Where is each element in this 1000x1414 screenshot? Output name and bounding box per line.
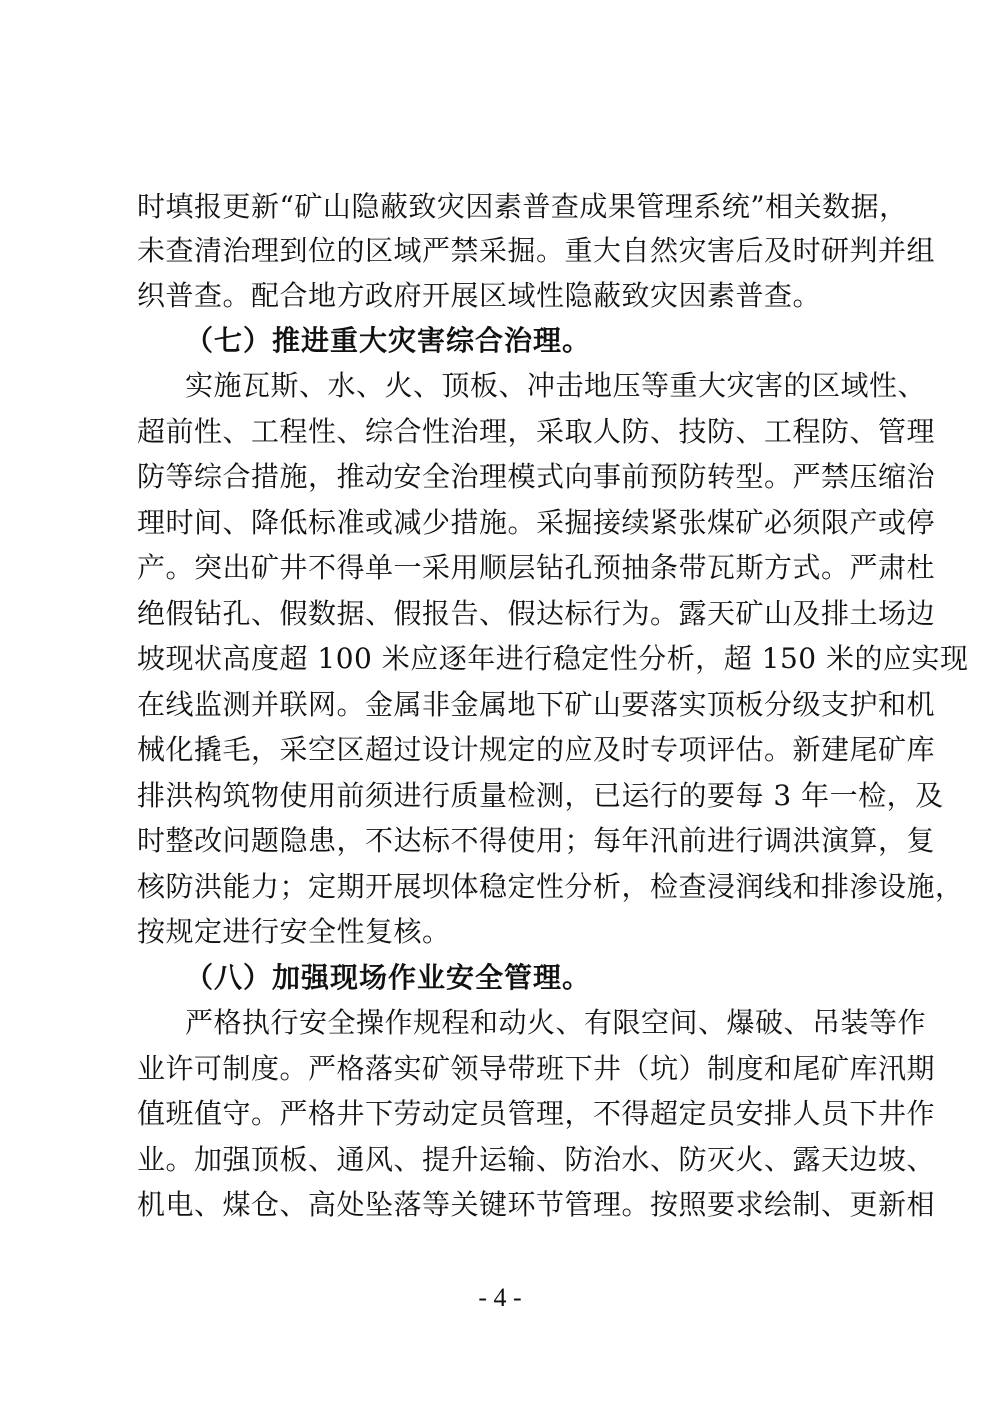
paragraph-2-line-9: 械化撬毛，采空区超过设计规定的应及时专项评估。新建尾矿库 [137,733,936,766]
paragraph-1-line-2: 未查清治理到位的区域严禁采掘。重大自然灾害后及时研判并组 [137,234,936,267]
paragraph-2-line-3: 防等综合措施，推动安全治理模式向事前预防转型。严禁压缩治 [137,460,936,493]
paragraph-2-line-2: 超前性、工程性、综合性治理，采取人防、技防、工程防、管理 [137,415,936,448]
paragraph-2-line-7: 坡现状高度超 100 米应逐年进行稳定性分析，超 150 米的应实现 [137,642,969,675]
paragraph-2-line-11: 时整改问题隐患，不达标不得使用；每年汛前进行调洪演算，复 [137,824,936,857]
paragraph-3-line-4: 业。加强顶板、通风、提升运输、防治水、防灭火、露天边坡、 [137,1143,936,1176]
paragraph-2-line-6: 绝假钻孔、假数据、假报告、假达标行为。露天矿山及排土场边 [137,597,936,630]
paragraph-2-line-13: 按规定进行安全性复核。 [137,915,451,948]
paragraph-3-line-2: 业许可制度。严格落实矿领导带班下井（坑）制度和尾矿库汛期 [137,1052,936,1085]
paragraph-3-line-5: 机电、煤仓、高处坠落等关键环节管理。按照要求绘制、更新相 [137,1188,936,1221]
section-heading-7: （七）推进重大灾害综合治理。 [185,324,592,357]
paragraph-2-line-12: 核防洪能力；定期开展坝体稳定性分析，检查浸润线和排渗设施， [137,870,964,903]
paragraph-2-line-8: 在线监测并联网。金属非金属地下矿山要落实顶板分级支护和机 [137,688,936,721]
paragraph-1-line-1: 时填报更新“矿山隐蔽致灾因素普查成果管理系统”相关数据， [137,190,908,223]
paragraph-2-line-1: 实施瓦斯、水、火、顶板、冲击地压等重大灾害的区域性、 [185,369,927,402]
paragraph-1-line-3: 织普查。配合地方政府开展区域性隐蔽致灾因素普查。 [137,279,822,312]
paragraph-2-line-5: 产。突出矿井不得单一采用顺层钻孔预抽条带瓦斯方式。严肃杜 [137,551,936,584]
paragraph-3-line-3: 值班值守。严格井下劳动定员管理，不得超定员安排人员下井作 [137,1097,936,1130]
paragraph-2-line-4: 理时间、降低标准或减少措施。采掘接续紧张煤矿必须限产或停 [137,506,936,539]
paragraph-3-line-1: 严格执行安全操作规程和动火、有限空间、爆破、吊装等作 [185,1006,927,1039]
paragraph-2-line-10: 排洪构筑物使用前须进行质量检测，已运行的要每 3 年一检，及 [137,779,944,812]
page-number: - 4 - [478,1283,522,1312]
section-heading-8: （八）加强现场作业安全管理。 [185,961,592,994]
